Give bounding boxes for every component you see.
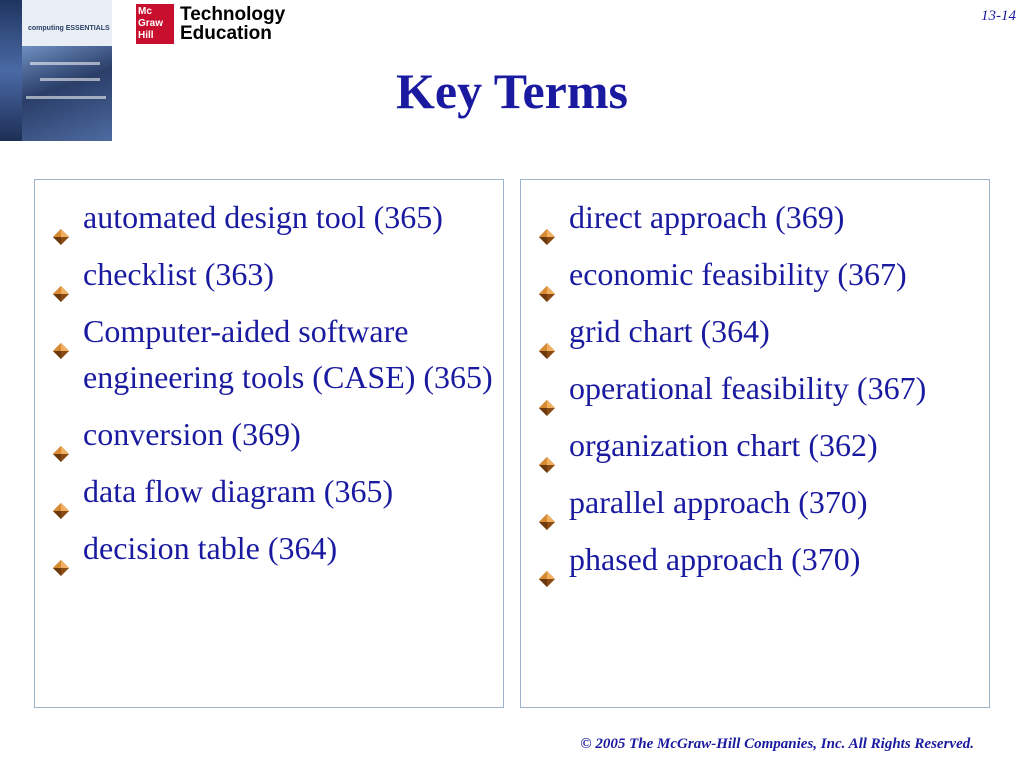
diamond-bullet-icon: [53, 325, 69, 341]
terms-column-left: [34, 179, 504, 708]
key-term-item: [35, 525, 503, 571]
key-term-text: phased approach (370): [569, 541, 861, 577]
diamond-bullet-icon: [539, 325, 555, 341]
key-term-text: organization chart (362): [569, 427, 878, 463]
mcgraw-hill-logo: [136, 4, 285, 44]
diamond-bullet-icon: [539, 439, 555, 455]
key-term-text: grid chart (364): [569, 313, 770, 349]
diamond-bullet-icon: [53, 428, 69, 444]
terms-list-left: [35, 180, 503, 571]
diamond-bullet-icon: [53, 211, 69, 227]
key-term-item: [521, 251, 989, 297]
key-term-text: decision table (364): [83, 530, 338, 566]
key-term-item: [521, 365, 989, 411]
key-term-item: [521, 308, 989, 354]
key-term-item: [35, 411, 503, 457]
key-term-text: operational feasibility (367): [569, 370, 927, 406]
diamond-bullet-icon: [53, 542, 69, 558]
diamond-bullet-icon: [53, 485, 69, 501]
key-term-item: [35, 308, 503, 400]
page-title: Key Terms: [396, 63, 628, 119]
terms-list-right: [521, 180, 989, 582]
diamond-bullet-icon: [539, 382, 555, 398]
key-term-item: [521, 422, 989, 468]
key-term-item: [521, 479, 989, 525]
key-term-text: direct approach (369): [569, 199, 845, 235]
slide-number: 13-14: [981, 8, 1016, 24]
logo-mark: Mc Graw Hill: [136, 4, 174, 44]
diamond-bullet-icon: [539, 553, 555, 569]
copyright-footer: © 2005 The McGraw-Hill Companies, Inc. All Rights Reserved.: [580, 736, 974, 752]
logo-name: Technology Education: [180, 4, 286, 44]
diamond-bullet-icon: [539, 211, 555, 227]
key-term-item: [35, 251, 503, 297]
key-term-item: [35, 468, 503, 514]
terms-column-right: [520, 179, 990, 708]
key-term-text: Computer-aided software engineering tools (CASE) (365): [83, 313, 493, 395]
cover-title: computing ESSENTIALS: [28, 25, 110, 32]
diamond-bullet-icon: [539, 268, 555, 284]
key-term-text: economic feasibility (367): [569, 256, 907, 292]
key-term-text: checklist (363): [83, 256, 275, 292]
diamond-bullet-icon: [53, 268, 69, 284]
key-term-text: data flow diagram (365): [83, 473, 394, 509]
key-term-item: [35, 194, 503, 240]
key-term-item: [521, 536, 989, 582]
key-term-text: conversion (369): [83, 416, 301, 452]
key-term-item: [521, 194, 989, 240]
key-term-text: parallel approach (370): [569, 484, 868, 520]
key-term-text: automated design tool (365): [83, 199, 443, 235]
diamond-bullet-icon: [539, 496, 555, 512]
